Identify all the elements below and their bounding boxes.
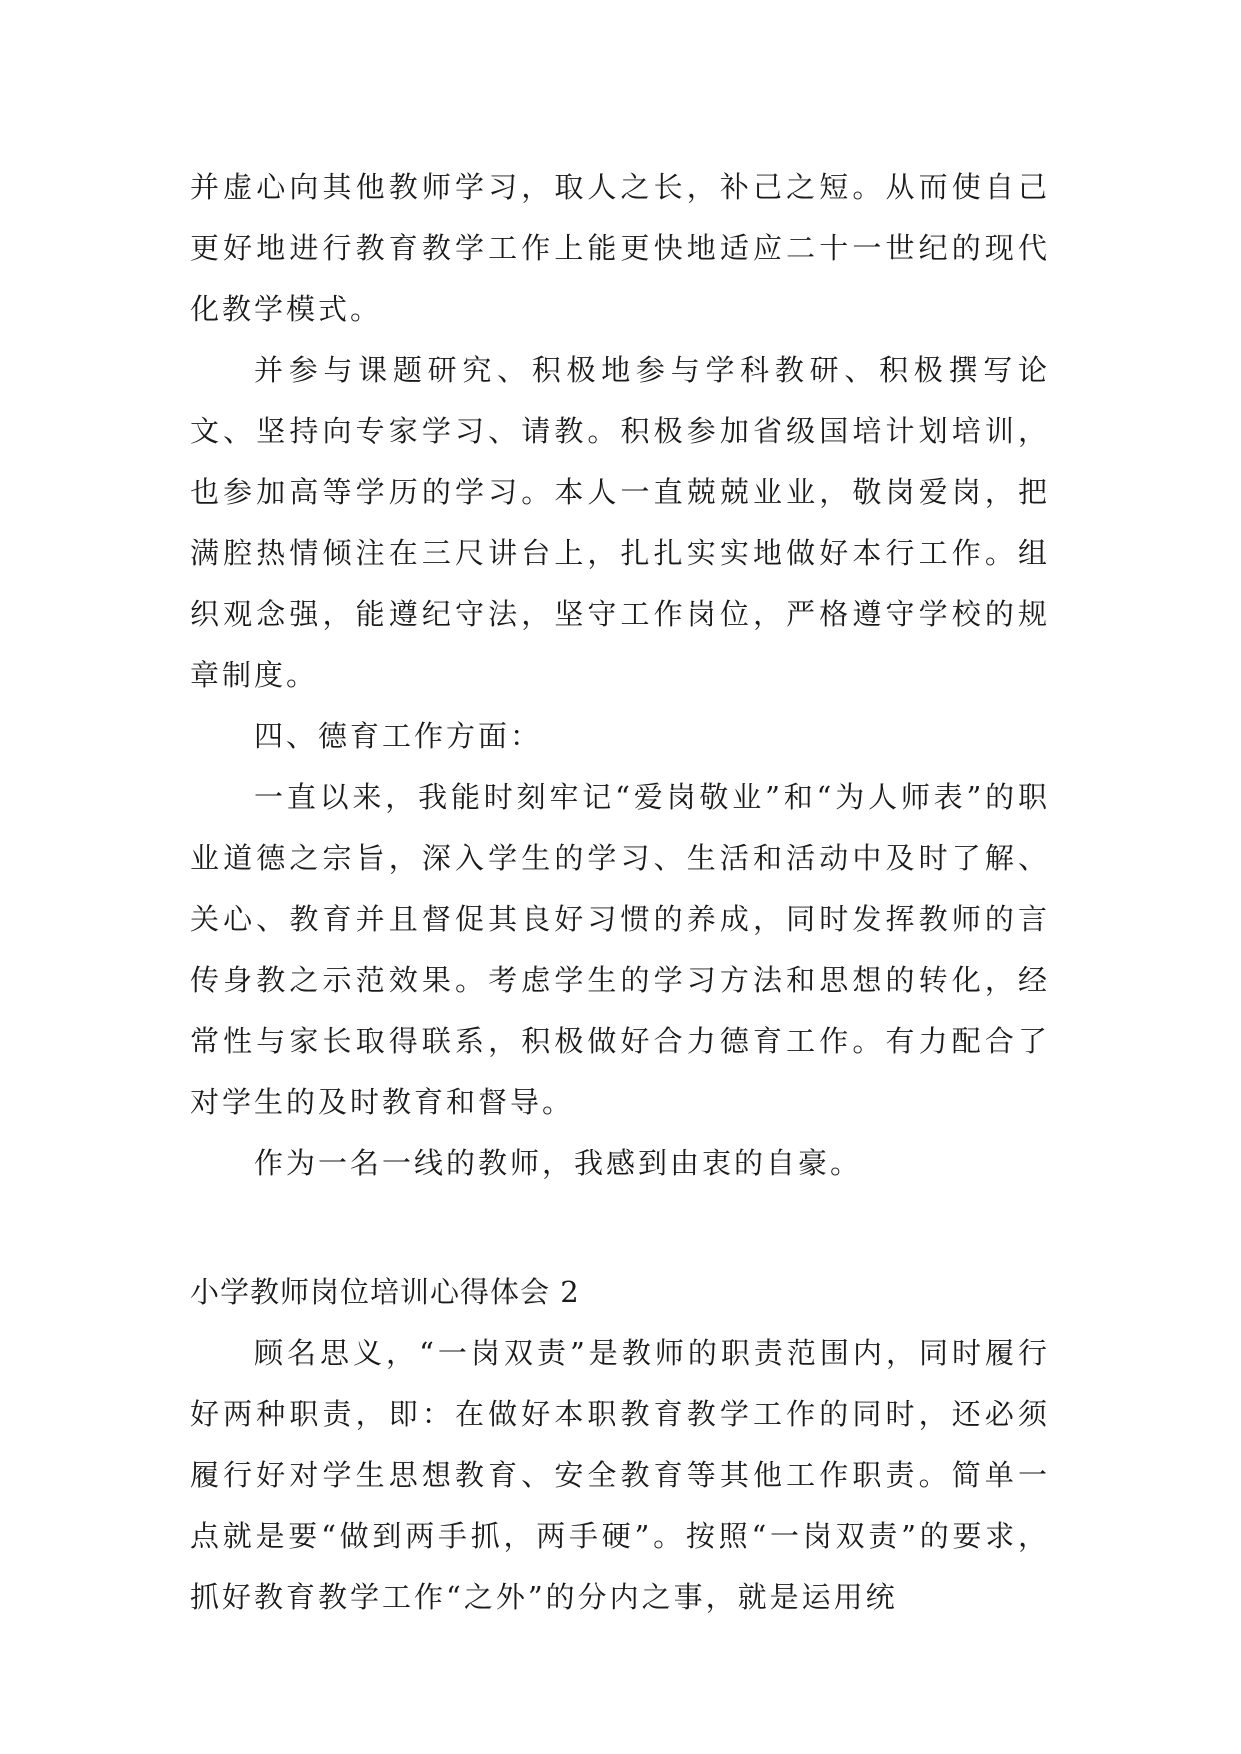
paragraph: 一直以来，我能时刻牢记“爱岗敬业”和“为人师表”的职业道德之宗旨，深入学生的学习、生活和活动中及时了解、关心、教育并且督促其良好习惯的养成，同时发挥教师的言传身教之示范效果。考虑学生的学习方法和思想的转化，经常性与家长取得联系，积极做好合力德育工作。有力配合了对学生的及时教育和督导。	[190, 780, 1050, 1119]
paragraph: 作为一名一线的教师，我感到由衷的自豪。	[254, 1146, 863, 1180]
section-title: 小学教师岗位培训心得体会 2	[190, 1275, 580, 1309]
paragraph: 并虚心向其他教师学习，取人之长，补己之短。从而使自己更好地进行教育教学工作上能更快地适应二十一世纪的现代化教学模式。	[190, 170, 1050, 326]
paragraph: 顾名思义，“一岗双责”是教师的职责范围内，同时履行好两种职责，即：在做好本职教育教学工作的同时，还必须履行好对学生思想教育、安全教育等其他工作职责。简单一点就是要“做到两手抓，两手硬”。按照“一岗双责”的要求，抓好教育教学工作“之外”的分内之事，就是运用统	[190, 1336, 1050, 1614]
section-subheading: 四、德育工作方面：	[254, 719, 543, 753]
paragraph: 并参与课题研究、积极地参与学科教研、积极撰写论文、坚持向专家学习、请教。积极参加省级国培计划培训，也参加高等学历的学习。本人一直兢兢业业，敬岗爱岗，把满腔热情倾注在三尺讲台上，扎扎实实地做好本行工作。组织观念强，能遵纪守法，坚守工作岗位，严格遵守学校的规章制度。	[190, 353, 1050, 692]
document-body	[190, 157, 1050, 1628]
